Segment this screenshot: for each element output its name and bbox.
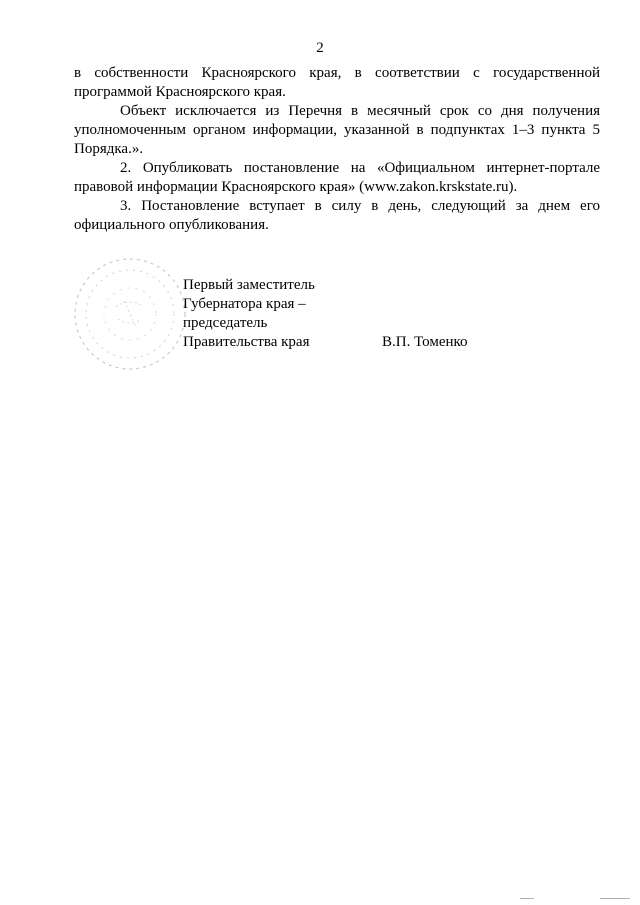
paragraph-effective: 3. Постановление вступает в силу в день, следующий за днем его официального опубликования. bbox=[74, 198, 600, 233]
signature-title bbox=[183, 276, 315, 352]
paragraph-publish: 2. Опубликовать постановление на «Официальном интернет-портале правовой информации Красноярского края» (www.zakon.krskstate.ru). bbox=[74, 160, 600, 195]
signature-title-line: Губернатора края – bbox=[183, 296, 306, 312]
signature-title-line: председатель bbox=[183, 315, 268, 331]
paragraph-exclusion: Объект исключается из Перечня в месячный срок со дня получения уполномоченным органом информации, указанной в подпунктах 1–3 пункта 5 Порядка.». bbox=[74, 103, 600, 157]
scan-mark bbox=[520, 898, 534, 899]
official-seal-stamp bbox=[70, 255, 190, 373]
paragraph-continuation: в собственности Красноярского края, в соответствии с государственной программой Красноярского края. bbox=[74, 65, 600, 100]
scan-mark bbox=[600, 898, 630, 899]
page-number: 2 bbox=[316, 40, 324, 56]
signature-title-line: Первый заместитель bbox=[183, 277, 315, 293]
signer-name: В.П. Томенко bbox=[382, 334, 468, 350]
signature-title-line: Правительства края bbox=[183, 334, 310, 350]
document-body bbox=[74, 64, 600, 235]
